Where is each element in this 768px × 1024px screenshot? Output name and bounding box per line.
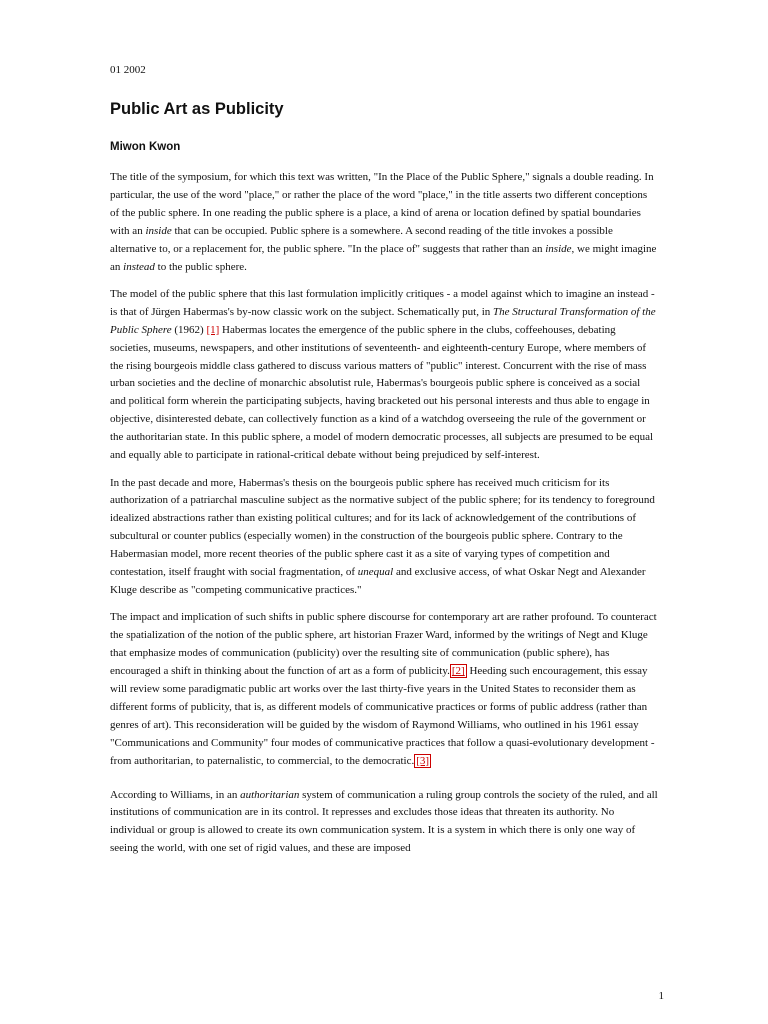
body-text: (1962): [171, 323, 207, 336]
italic-text: inside: [545, 242, 572, 255]
paragraph-2: [110, 286, 658, 465]
article-title: Public Art as Publicity: [110, 100, 284, 118]
italic-text: unequal: [357, 566, 394, 579]
body-text: Habermas locates the emergence of the public sphere in the clubs, coffeehouses, debating societies, museums, newspapers, and other institutions of seventeenth- and eighteenth-century Europe, where members of the rising bourgeois middle class gathered to discuss various matters of "public" interest. Concurrent with the rise of mass urban societies and the decline of monarchic absolutist rule, Habermas's bourgeois public sphere is conceived as a social and political form wherein the participating subjects, having bracketed out his personal interests and thus able to engage in objective, disinterested debate, can collectively function as a kind of a watchdog overseeing the rule of the government or the authoritarian state. In this public sphere, a model of modern democratic processes, all subjects are presumed to be equal and equally able to participate in rational-critical debate without being prejudiced by self-interest.: [110, 323, 654, 462]
italic-text: The Structural Transformation of the Public Sphere: [110, 305, 656, 336]
article: [110, 64, 658, 868]
italic-text: inside: [145, 224, 172, 237]
author-name: Miwon Kwon: [110, 141, 181, 153]
italic-text: authoritarian: [240, 788, 300, 801]
paragraph-1: [110, 169, 658, 276]
italic-text: instead: [123, 260, 155, 273]
issue-date: 01 2002: [110, 64, 146, 76]
paragraph-4: [110, 609, 658, 770]
footnote-link[interactable]: [1]: [206, 323, 220, 336]
body-text: According to Williams, in an: [110, 788, 241, 801]
body-text: Heeding such encouragement, this essay will review some paradigmatic public art works over the last thirty-five years in the United States to reconsider them as different forms of publicity, that is, as different models of communicative practices or forms of public address (rather than genres of art). This reconsideration will be guided by the wisdom of Raymond Williams, who outlined in his 1961 essay "Communications and Community" four modes of communicative practices that follow a quasi-evolutionary development - from authoritarian, to paternalistic, to commercial, to the democratic.: [110, 665, 655, 767]
body-text: The model of the public sphere that this last formulation implicitly critiques - a model against which to imagine an instead - is that of Jürgen Habermas's by-now classic work on the subject. Schematically put, in: [110, 287, 655, 318]
body-text: The impact and implication of such shifts in public sphere discourse for contemporary art are rather profound. To counteract the spatialization of the notion of the public sphere, art historian Frazer Ward, informed by the writings of Negt and Kluge that emphasize modes of communication (publicity) over the resulting site of communication (public sphere), has encouraged a shift in thinking about the function of art as a form of publicity.: [110, 611, 657, 678]
body-text: system of communication a ruling group controls the society of the ruled, and all institutions of communication are in its control. It represses and excludes those ideas that threaten its authority. No individual or group is allowed to create its own communication system. It is a system in which there is only one way of seeing the world, with one set of rigid values, and these are imposed: [110, 788, 658, 855]
body-text: that can be occupied. Public sphere is a somewhere. A second reading of the title invokes a possible alternative to, or a replacement for, the public sphere. "In the place of" suggests that rather than an: [110, 224, 613, 255]
body-text: In the past decade and more, Habermas's thesis on the bourgeois public sphere has received much criticism for its authorization of a patriarchal masculine subject as the normative subject of the public sphere; for its tendency to foreground idealized abstractions rather than existing political cultures; and for its lack of acknowledgement of the contributions of subcultural or counter publics (especially women) in the construction of the bourgeois public sphere. Contrary to the Habermasian model, more recent theories of the public sphere cast it as a site of varying types of competition and contestation, itself fraught with social fragmentation, of: [110, 476, 655, 579]
paragraph-5: [110, 787, 658, 859]
body-text: , we might imagine an: [110, 242, 657, 273]
body-text: and exclusive access, of what Oskar Negt and Alexander Kluge describe as "competing communicative practices.": [110, 566, 646, 596]
footnote-link[interactable]: [3]: [416, 754, 430, 767]
paragraph-3: [110, 475, 658, 600]
body-text: The title of the symposium, for which this text was written, "In the Place of the Public Sphere," signals a double reading. In particular, the use of the word "place," or rather the place of the word "place," in the title asserts two different conceptions of the public sphere. In one reading the public sphere is a place, a kind of arena or location defined by spatial boundaries with an: [110, 171, 654, 237]
footnote-link[interactable]: [2]: [451, 665, 465, 678]
body-text: to the public sphere.: [154, 260, 247, 273]
page-number: 1: [658, 990, 664, 1002]
